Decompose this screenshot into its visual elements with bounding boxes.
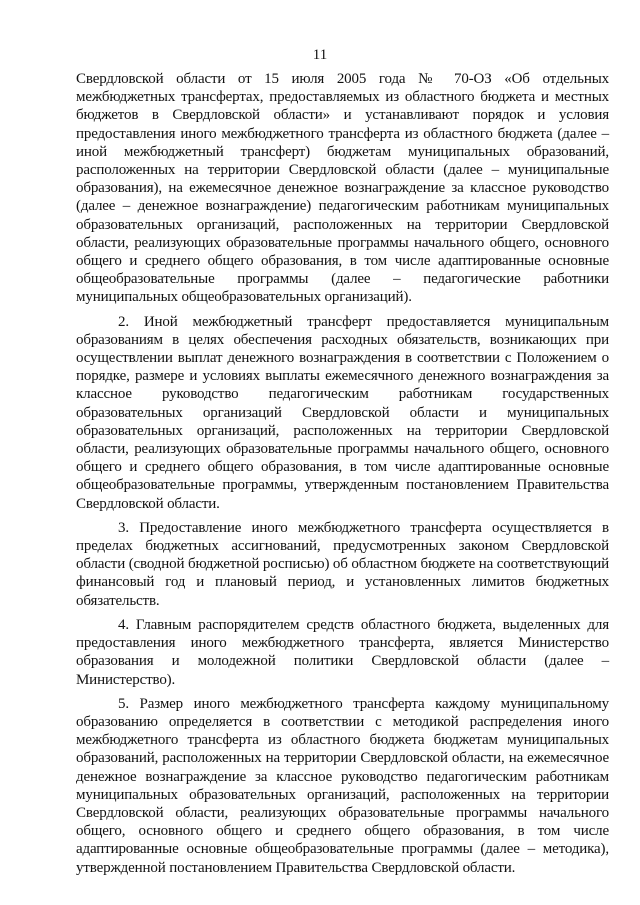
paragraph-item-2: 2. Иной межбюджетный трансферт предоставляется муниципальным образованиям в целях обеспечения расходных обязательств, возникающих при осуществлении выплат денежного вознаграждения в соответствии с Положением о порядке, размере и условиях выплаты ежемесячного денежного вознаграждения за классное руководство педагогическим работникам государственных образовательных организаций Свердловской области и муниципальных образовательных организаций, расположенных на территории Свердловской области, реализующих образовательные программы начального общего, основного общего и среднего общего образования, в том числе адаптированные основные общеобразовательные программы, утвержденным постановлением Правительства Свердловской области. [76,313,609,512]
page-number: 11 [312,47,328,63]
paragraph-item-5: 5. Размер иного межбюджетного трансферта каждому муниципальному образованию определяется в соответствии с методикой распределения иного межбюджетного трансферта из областного бюджета бюджетам муниципальных образований, расположенных на территории Свердловской области, на ежемесячное денежное вознаграждение за классное руководство педагогическим работникам муниципальных образовательных организаций, расположенных на территории Свердловской области, реализующих образовательные программы начального общего, основного общего и среднего общего образования, в том числе адаптированные основные общеобразовательные программы (далее – методика), утвержденной постановлением Правительства Свердловской области. [76,695,609,876]
document-body [76,70,609,883]
paragraph-item-3: 3. Предоставление иного межбюджетного трансферта осуществляется в пределах бюджетных ассигнований, предусмотренных законом Свердловской области (сводной бюджетной росписью) об областном бюджете на соответствующий финансовый год и плановый период, и установленных лимитов бюджетных обязательств. [76,519,609,609]
paragraph-item-4: 4. Главным распорядителем средств областного бюджета, выделенных для предоставления иного межбюджетного трансферта, является Министерство образования и молодежной политики Свердловской области (далее – Министерство). [76,616,609,688]
paragraph-continuation: Свердловской области от 15 июля 2005 года № 70-ОЗ «Об отдельных межбюджетных трансфертах, предоставляемых из областного бюджета и местных бюджетов в Свердловской области» и устанавливают порядок и условия предоставления иного межбюджетного трансферта из областного бюджета (далее – иной межбюджетный трансферт) бюджетам муниципальных образований, расположенных на территории Свердловской области (далее – муниципальные образования), на ежемесячное денежное вознаграждение за классное руководство (далее – денежное вознаграждение) педагогическим работникам муниципальных образовательных организаций, расположенных на территории Свердловской области, реализующих образовательные программы начального общего, основного общего и среднего общего образования, в том числе адаптированные основные общеобразовательные программы (далее – педагогические работники муниципальных общеобразовательных организаций). [76,71,609,306]
